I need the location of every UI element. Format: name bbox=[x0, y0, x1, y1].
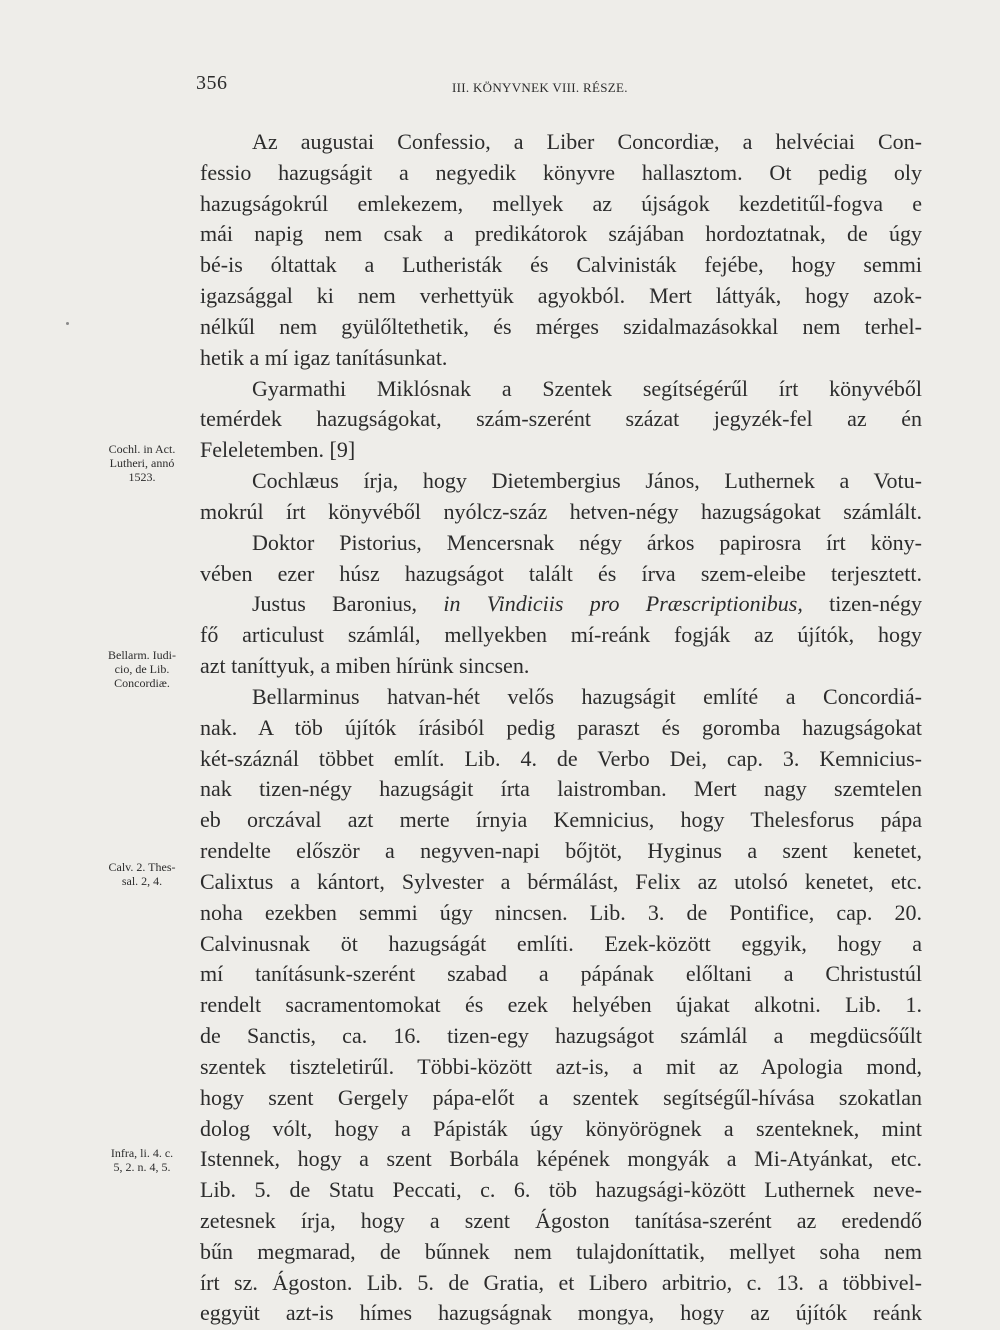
margin-note-cochl bbox=[86, 442, 198, 484]
margin-note-line: cio, de Lib. bbox=[114, 662, 170, 676]
margin-note-calv bbox=[86, 860, 198, 888]
margin-note-infra bbox=[86, 1146, 198, 1174]
body-text bbox=[200, 127, 922, 1329]
margin-note-bellarm bbox=[86, 648, 198, 690]
text-line: hogy szent Gergely pápa-előt a szentek segítségűl-hívása szokatlan bbox=[200, 1084, 922, 1110]
running-head: III. KÖNYVNEK VIII. RÉSZE. bbox=[452, 80, 628, 95]
text-line: két-száznál többet említ. Lib. 4. de Verbo Dei, cap. 3. Kemnicius- bbox=[200, 745, 922, 771]
text-line: Bellarminus hatvan-hét velős hazugságit említé a Concordiá- bbox=[252, 683, 922, 709]
margin-note-line: Lutheri, annó bbox=[109, 456, 175, 470]
text-line: noha ezekben semmi úgy nincsen. Lib. 3. de Pontifice, cap. 20. bbox=[200, 899, 922, 925]
text-line: nélkűl nem gyülőltethetik, és mérges szidalmazásokkal nem terhel- bbox=[200, 313, 922, 339]
text-line: Cochlæus írja, hogy Dietembergius János, Luthernek a Votu- bbox=[252, 468, 922, 494]
text-line: eggyüt azt-is hímes hazugságnak mongya, hogy az újítók reánk bbox=[200, 1300, 922, 1326]
text-line: azt taníttyuk, a miben hírünk sincsen. bbox=[200, 653, 530, 679]
text-line: de Sanctis, ca. 16. tizen-egy hazugságot számlál a megdücsőűlt bbox=[200, 1023, 922, 1049]
text-line: Gyarmathi Miklósnak a Szentek segítségérűl írt könyvéből bbox=[252, 375, 922, 401]
margin-note-line: 1523. bbox=[128, 470, 156, 484]
text-line: rendelt sacramentomokat és ezek helyében újakat alkotni. Lib. 1. bbox=[200, 992, 922, 1018]
text-line: zetesnek írja, hogy a szent Ágoston tanítása-szerént az eredendő bbox=[200, 1207, 922, 1233]
text-line: írt sz. Ágoston. Lib. 5. de Gratia, et Libero arbitrio, c. 13. a többivel- bbox=[200, 1269, 922, 1295]
text-line: nak. A töb újítók írásiból pedig paraszt és goromba hazugságokat bbox=[200, 714, 922, 740]
margin-note-line: Concordiæ. bbox=[114, 676, 170, 690]
text-line: hazugságokrúl emlekezem, mellyek az újságok kezdetitűl-fogva e bbox=[200, 190, 922, 216]
italic-title: in Vindiciis pro Præscriptionibus, bbox=[443, 591, 803, 617]
text-line: nak tizen-négy hazugságit írta laistromban. Mert nagy szemtelen bbox=[200, 776, 922, 802]
text-line: Doktor Pistorius, Mencersnak négy árkos papirosra írt köny- bbox=[252, 529, 922, 555]
text-line: Istennek, hogy a szent Borbála képének mongyák a Mi-Atyánkat, etc. bbox=[200, 1146, 922, 1172]
page-number: 356 bbox=[196, 72, 228, 94]
text-line: Calvinusnak öt hazugságát említi. Ezek-között eggyik, hogy a bbox=[200, 930, 922, 956]
margin-note-line: Cochl. in Act. bbox=[108, 442, 176, 456]
text-line: Justus Baronius, in Vindiciis pro Præscriptionibus, tizen-négy bbox=[252, 591, 922, 617]
text-line: bé-is óltattak a Lutheristák és Calvinisták fejébe, hogy semmi bbox=[200, 252, 922, 278]
text-line: mí tanításunk-szerént szabad a pápának előltani a Christustúl bbox=[200, 961, 922, 987]
text-line: Lib. 5. de Statu Peccati, c. 6. töb hazugsági-között Luthernek neve- bbox=[200, 1177, 922, 1203]
text-line: Calixtus a kántort, Sylvester a bérmálást, Felix az utolsó kenetet, etc. bbox=[200, 868, 922, 894]
text-line: bűn megmarad, de bűnnek nem tulajdoníttatik, mellyet soha nem bbox=[200, 1238, 922, 1264]
text-line: vében ezer húsz hazugságot talált és írva szem-eleibe terjesztett. bbox=[200, 560, 922, 586]
margin-note-line: 5, 2. n. 4, 5. bbox=[113, 1160, 171, 1174]
text-line: fő articulust számlál, mellyekben mí-reánk fogják az újítók, hogy bbox=[200, 622, 922, 648]
margin-note-line: Calv. 2. Thes- bbox=[108, 860, 176, 874]
text-line: fessio hazugságit a negyedik könyvre hallasztom. Ot pedig oly bbox=[200, 159, 922, 185]
text-line: mokrúl írt könyvéből nyólcz-száz hetven-négy hazugságokat számlált. bbox=[200, 498, 922, 524]
margin-note-line: Bellarm. Iudi- bbox=[108, 648, 176, 662]
text-line: rendelte először a negyven-napi bőjtöt, Hyginus a szent kenetet, bbox=[200, 838, 922, 864]
text-line: temérdek hazugságokat, szám-szerént százat jegyzék-fel az én bbox=[200, 406, 922, 432]
text-line: Feleletemben. [9] bbox=[200, 437, 356, 463]
text-line: igazsággal ki nem verhettyük agyokból. Mert láttyák, hogy azok- bbox=[200, 283, 922, 309]
margin-note-line: sal. 2, 4. bbox=[121, 874, 163, 888]
text-line: Az augustai Confessio, a Liber Concordiæ, a helvéciai Con- bbox=[252, 129, 922, 154]
text-line: mái napig nem csak a predikátorok szájában hordoztatnak, de úgy bbox=[200, 221, 922, 247]
margin-note-line: Infra, li. 4. c. bbox=[110, 1146, 174, 1160]
text-line: hetik a mí igaz tanításunkat. bbox=[200, 344, 448, 370]
text-line: eb orczával azt merte írnyia Kemnicius, hogy Thelesforus pápa bbox=[200, 807, 922, 833]
text-line: szentek tiszteletirűl. Többi-között azt-is, a mit az Apologia mond, bbox=[200, 1053, 922, 1079]
margin-speck bbox=[66, 322, 69, 325]
text-line: dolog vólt, hogy a Pápisták úgy könyörögnek a szenteknek, mint bbox=[200, 1115, 922, 1141]
